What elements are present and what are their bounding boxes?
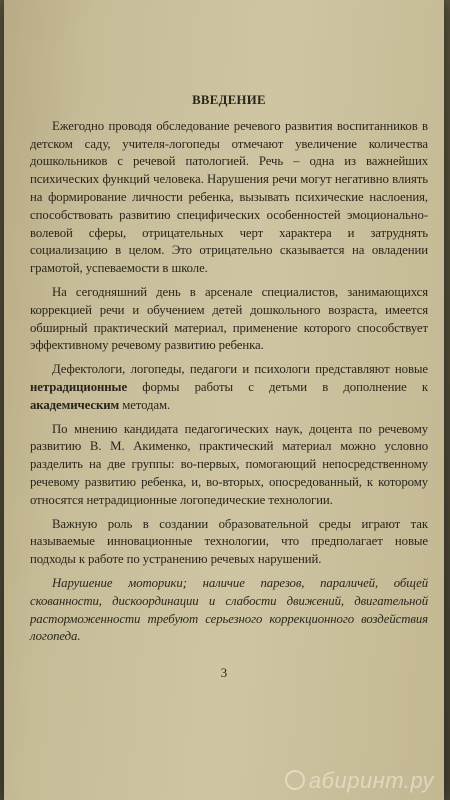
paragraph-text: Дефектологи, логопеды, педагоги и психологи представляют новые <box>52 362 428 377</box>
paragraph-text: На сегодняшний день в арсенале специалистов, занимающихся коррекцией речи и обучением детей дошкольного возраста, имеется обширный практический материал, применение которого способствует эффективному речевому развитию ребенка. <box>30 284 428 353</box>
paragraph-text: Ежегодно проводя обследование речевого развития воспитанников в детском саду, учителя-логопеды отмечают увеличение количества дошкольников с речевой патологией. Речь – одна из важнейших психических функций человека. Нарушения речи могут негативно влиять на формирование личности ребенка, вызывать психические наслоения, способствовать развитию специфических особенностей эмоционально-волевой сферы, отрицательных черт характера и затруднять социализацию в целом. Это отрицательно сказывается на овладении грамотой, успеваемости в школе. <box>30 118 428 276</box>
paragraph <box>30 575 428 646</box>
watermark-text: абиринт.ру <box>308 768 434 793</box>
paragraph <box>30 118 428 278</box>
page-number: 3 <box>220 666 228 680</box>
page-title: ВВЕДЕНИЕ <box>192 93 266 107</box>
paragraph <box>30 421 428 510</box>
paragraph <box>30 284 428 355</box>
labirint-logo-icon <box>285 770 305 790</box>
paragraph-text: Важную роль в создании образовательной среды играют так называемые инновационные технологии, что предполагает новые подходы к работе по устранению речевых нарушений. <box>30 516 428 567</box>
bold-text: академическим <box>30 397 120 412</box>
paragraph <box>30 516 428 569</box>
paragraph-text: формы работы с детьми в дополнение к <box>127 379 428 394</box>
bold-text: нетрадиционные <box>30 379 128 394</box>
page-text <box>30 92 428 652</box>
paragraph-text: По мнению кандидата педагогических наук, доцента по речевому развитию В. М. Акименко, практический материал можно условно разделить на две группы: во-первых, помогающий непосредственному речевому развитию ребенка, и, во-вторых, опосредованный, к которому относятся нетрадиционные логопедические технологии. <box>30 421 428 507</box>
watermark <box>285 768 434 794</box>
paragraph <box>30 361 428 414</box>
book-page <box>4 0 444 800</box>
paragraph-text: методам. <box>119 397 171 412</box>
paragraph-text: Нарушение моторики; наличие парезов, параличей, общей скованности, дискоординации и слабости движений, двигательной расторможенности требуют серьезного коррекционного воздействия логопеда. <box>30 575 428 644</box>
paragraph-list <box>30 118 428 646</box>
